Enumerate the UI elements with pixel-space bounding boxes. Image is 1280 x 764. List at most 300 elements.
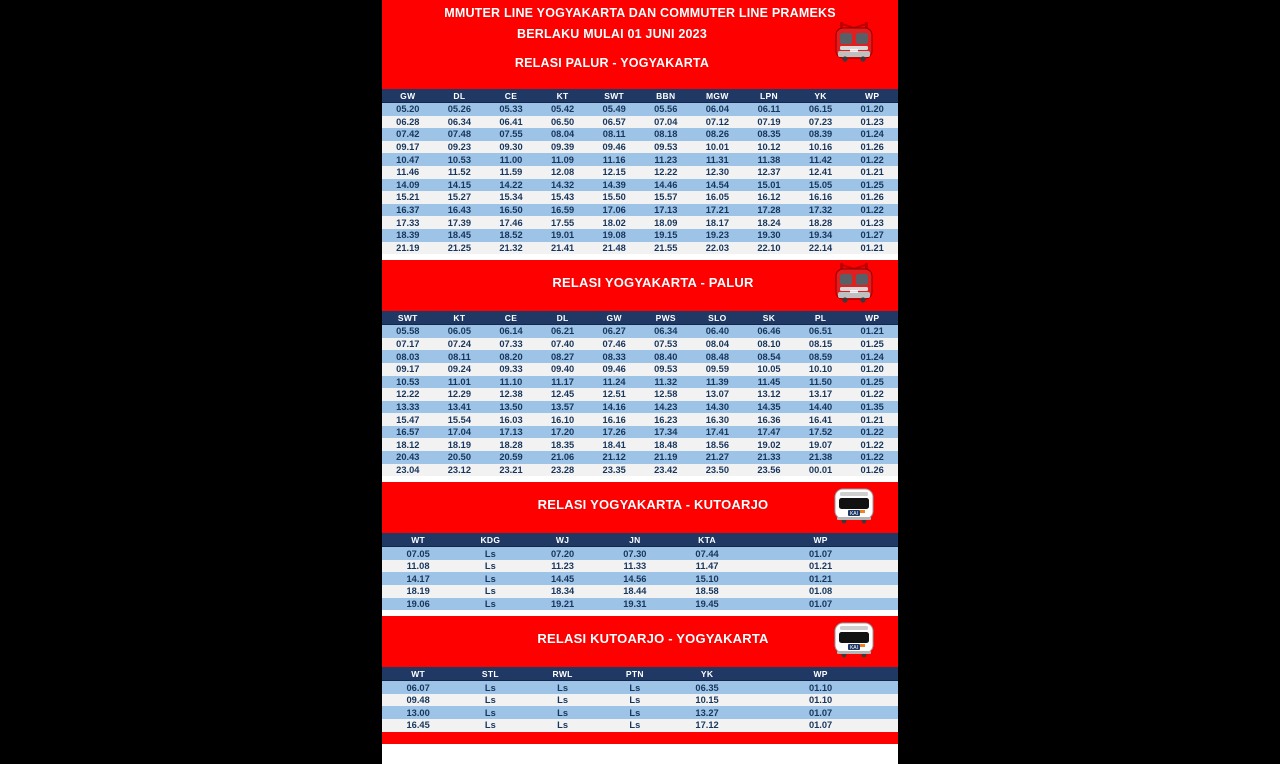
schedule-cell: 11.08 <box>382 560 454 573</box>
kai-train-white-icon <box>828 483 880 527</box>
table-row <box>382 401 898 414</box>
schedule-cell: 08.18 <box>640 128 692 141</box>
schedule-cell: 08.26 <box>692 128 744 141</box>
schedule-cell: 22.03 <box>692 242 744 255</box>
schedule-cell: 07.23 <box>795 116 847 129</box>
schedule-cell: 08.39 <box>795 128 847 141</box>
table-row <box>382 464 898 477</box>
schedule-cell: 16.10 <box>537 413 589 426</box>
schedule-cell: 13.41 <box>434 401 486 414</box>
schedule-cell: 08.04 <box>537 128 589 141</box>
schedule-cell: Ls <box>526 706 598 719</box>
header-title-line2: BERLAKU MULAI 01 JUNI 2023 <box>517 26 707 41</box>
table-row <box>382 191 898 204</box>
table-row <box>382 585 898 598</box>
column-header: PL <box>795 311 847 325</box>
schedule-cell: 13.17 <box>795 388 847 401</box>
column-header: DL <box>537 311 589 325</box>
schedule-cell: 11.32 <box>640 376 692 389</box>
schedule-cell: 14.17 <box>382 572 454 585</box>
table-row <box>382 166 898 179</box>
schedule-cell: 16.12 <box>743 191 795 204</box>
schedule-cell: 06.34 <box>640 325 692 338</box>
schedule-cell: 08.20 <box>485 350 537 363</box>
schedule-cell: 23.42 <box>640 464 692 477</box>
schedule-cell: 21.38 <box>795 451 847 464</box>
schedule-cell: 01.20 <box>846 363 898 376</box>
schedule-cell: 07.53 <box>640 338 692 351</box>
schedule-cell: 21.27 <box>692 451 744 464</box>
schedule-cell: 06.40 <box>692 325 744 338</box>
schedule-cell: Ls <box>454 560 526 573</box>
schedule-cell: 08.03 <box>382 350 434 363</box>
schedule-cell: 11.16 <box>588 153 640 166</box>
schedule-cell: 05.33 <box>485 103 537 116</box>
header-relation-title: RELASI PALUR - YOGYAKARTA <box>514 56 710 71</box>
schedule-cell: 12.22 <box>382 388 434 401</box>
schedule-cell: 11.42 <box>795 153 847 166</box>
column-header: YK <box>795 89 847 103</box>
schedule-cell: 17.06 <box>588 204 640 217</box>
column-header: KT <box>434 311 486 325</box>
table-row <box>382 242 898 255</box>
schedule-cell: 01.23 <box>846 116 898 129</box>
schedule-cell: 19.15 <box>640 229 692 242</box>
schedule-cell: 08.04 <box>692 338 744 351</box>
schedule-cell: 21.33 <box>743 451 795 464</box>
schedule-cell: 22.10 <box>743 242 795 255</box>
column-header: KDG <box>454 533 526 547</box>
schedule-cell: 06.15 <box>795 103 847 116</box>
schedule-cell: 11.31 <box>692 153 744 166</box>
schedule-cell: 18.24 <box>743 216 795 229</box>
schedule-cell: 08.59 <box>795 350 847 363</box>
schedule-cell: 01.25 <box>846 179 898 192</box>
section-banner-title: RELASI KUTOARJO - YOGYAKARTA <box>537 631 769 647</box>
column-header: WP <box>846 311 898 325</box>
schedule-cell: 08.35 <box>743 128 795 141</box>
schedule-cell: 06.27 <box>588 325 640 338</box>
schedule-table <box>382 667 898 731</box>
schedule-cell: 06.51 <box>795 325 847 338</box>
schedule-cell: 19.06 <box>382 598 454 611</box>
schedule-cell: 23.04 <box>382 464 434 477</box>
schedule-cell: 01.21 <box>846 325 898 338</box>
schedule-cell: 18.17 <box>692 216 744 229</box>
schedule-cell: 18.44 <box>599 585 671 598</box>
schedule-cell: 01.21 <box>846 413 898 426</box>
schedule-cell: Ls <box>454 694 526 707</box>
schedule-cell: 01.26 <box>846 191 898 204</box>
table-header-row <box>382 667 898 681</box>
schedule-cell: 08.33 <box>588 350 640 363</box>
schedule-cell: Ls <box>526 681 598 694</box>
schedule-cell: 18.41 <box>588 438 640 451</box>
schedule-cell: 11.33 <box>599 560 671 573</box>
schedule-cell: 14.35 <box>743 401 795 414</box>
schedule-cell: 11.09 <box>537 153 589 166</box>
schedule-cell: 08.10 <box>743 338 795 351</box>
schedule-cell: 15.10 <box>671 572 743 585</box>
table-row <box>382 128 898 141</box>
schedule-cell: 13.07 <box>692 388 744 401</box>
schedule-cell: 14.40 <box>795 401 847 414</box>
schedule-cell: 07.17 <box>382 338 434 351</box>
schedule-cell: 01.08 <box>743 585 898 598</box>
schedule-cell: 15.47 <box>382 413 434 426</box>
schedule-cell: 07.48 <box>434 128 486 141</box>
schedule-cell: 12.29 <box>434 388 486 401</box>
schedule-cell: 09.24 <box>434 363 486 376</box>
schedule-cell: 05.58 <box>382 325 434 338</box>
schedule-cell: 06.46 <box>743 325 795 338</box>
schedule-cell: 09.46 <box>588 363 640 376</box>
table-row <box>382 681 898 694</box>
table-row <box>382 438 898 451</box>
schedule-cell: 14.16 <box>588 401 640 414</box>
schedule-cell: 19.45 <box>671 598 743 611</box>
schedule-cell: 14.23 <box>640 401 692 414</box>
table-header-row <box>382 89 898 103</box>
schedule-cell: 21.48 <box>588 242 640 255</box>
schedule-cell: 17.12 <box>671 719 743 732</box>
schedule-cell: 18.12 <box>382 438 434 451</box>
schedule-cell: 19.21 <box>526 598 598 611</box>
schedule-cell: Ls <box>454 572 526 585</box>
schedule-cell: 17.52 <box>795 426 847 439</box>
schedule-cell: 10.05 <box>743 363 795 376</box>
schedule-cell: 09.39 <box>537 141 589 154</box>
schedule-cell: 06.50 <box>537 116 589 129</box>
schedule-cell: 10.16 <box>795 141 847 154</box>
column-header: KT <box>537 89 589 103</box>
schedule-cell: 06.34 <box>434 116 486 129</box>
schedule-cell: 21.19 <box>640 451 692 464</box>
schedule-cell: 10.01 <box>692 141 744 154</box>
schedule-cell: 11.00 <box>485 153 537 166</box>
schedule-cell: 07.12 <box>692 116 744 129</box>
schedule-cell: 17.13 <box>485 426 537 439</box>
schedule-cell: 01.23 <box>846 216 898 229</box>
column-header: YK <box>671 667 743 681</box>
schedule-cell: 07.30 <box>599 547 671 560</box>
schedule-cell: 15.57 <box>640 191 692 204</box>
schedule-cell: Ls <box>454 598 526 611</box>
schedule-cell: 09.46 <box>588 141 640 154</box>
table-row <box>382 388 898 401</box>
schedule-cell: 06.28 <box>382 116 434 129</box>
schedule-cell: 05.26 <box>434 103 486 116</box>
schedule-cell: 17.28 <box>743 204 795 217</box>
table-row <box>382 413 898 426</box>
schedule-cell: 10.12 <box>743 141 795 154</box>
schedule-cell: 01.22 <box>846 438 898 451</box>
schedule-cell: 01.07 <box>743 598 898 611</box>
schedule-cell: 23.28 <box>537 464 589 477</box>
schedule-cell: 01.22 <box>846 388 898 401</box>
schedule-table <box>382 89 898 254</box>
schedule-cell: 18.58 <box>671 585 743 598</box>
schedule-cell: 09.17 <box>382 141 434 154</box>
table-row <box>382 706 898 719</box>
table-row <box>382 350 898 363</box>
schedule-cell: 07.20 <box>526 547 598 560</box>
column-header: CE <box>485 311 537 325</box>
schedule-cell: 19.31 <box>599 598 671 611</box>
schedule-cell: 21.41 <box>537 242 589 255</box>
column-header: GW <box>588 311 640 325</box>
schedule-cell: 15.27 <box>434 191 486 204</box>
schedule-cell: 09.30 <box>485 141 537 154</box>
table-header-row <box>382 311 898 325</box>
schedule-cell: 01.25 <box>846 338 898 351</box>
table-row <box>382 694 898 707</box>
table-row <box>382 598 898 611</box>
schedule-cell: 20.43 <box>382 451 434 464</box>
schedule-cell: 14.46 <box>640 179 692 192</box>
schedule-cell: 09.33 <box>485 363 537 376</box>
schedule-cell: Ls <box>599 694 671 707</box>
column-header: DL <box>434 89 486 103</box>
schedule-cell: 16.30 <box>692 413 744 426</box>
schedule-cell: 12.38 <box>485 388 537 401</box>
table-header-row <box>382 533 898 547</box>
schedule-cell: 17.21 <box>692 204 744 217</box>
schedule-cell: 12.51 <box>588 388 640 401</box>
svg-text:KAI: KAI <box>849 645 859 652</box>
schedule-cell: 13.12 <box>743 388 795 401</box>
schedule-cell: 18.34 <box>526 585 598 598</box>
schedule-cell: 19.30 <box>743 229 795 242</box>
schedule-cell: 12.08 <box>537 166 589 179</box>
column-header: LPN <box>743 89 795 103</box>
schedule-cell: 05.49 <box>588 103 640 116</box>
schedule-cell: 16.36 <box>743 413 795 426</box>
schedule-cell: 13.27 <box>671 706 743 719</box>
table-row <box>382 116 898 129</box>
schedule-cell: 17.20 <box>537 426 589 439</box>
schedule-cell: 14.56 <box>599 572 671 585</box>
schedule-cell: 08.27 <box>537 350 589 363</box>
schedule-cell: 18.19 <box>382 585 454 598</box>
table-row <box>382 216 898 229</box>
schedule-cell: 22.14 <box>795 242 847 255</box>
column-header: GW <box>382 89 434 103</box>
schedule-cell: 16.37 <box>382 204 434 217</box>
schedule-cell: 08.48 <box>692 350 744 363</box>
schedule-cell: 08.11 <box>434 350 486 363</box>
schedule-cell: 01.10 <box>743 694 898 707</box>
schedule-cell: 10.15 <box>671 694 743 707</box>
schedule-cell: 18.39 <box>382 229 434 242</box>
schedule-cell: 16.16 <box>795 191 847 204</box>
schedule-cell: 18.28 <box>795 216 847 229</box>
schedule-cell: 18.52 <box>485 229 537 242</box>
schedule-cell: 23.21 <box>485 464 537 477</box>
schedule-cell: 07.04 <box>640 116 692 129</box>
schedule-cell: 14.15 <box>434 179 486 192</box>
schedule-cell: 16.50 <box>485 204 537 217</box>
schedule-cell: Ls <box>454 547 526 560</box>
schedule-section <box>382 84 898 260</box>
schedule-cell: 07.44 <box>671 547 743 560</box>
table-row <box>382 153 898 166</box>
schedule-cell: 12.41 <box>795 166 847 179</box>
schedule-panel <box>382 0 898 731</box>
schedule-cell: 16.43 <box>434 204 486 217</box>
schedule-cell: 15.05 <box>795 179 847 192</box>
schedule-cell: 06.11 <box>743 103 795 116</box>
schedule-cell: 17.55 <box>537 216 589 229</box>
schedule-cell: 01.21 <box>743 572 898 585</box>
schedule-cell: 12.37 <box>743 166 795 179</box>
schedule-cell: 13.57 <box>537 401 589 414</box>
schedule-cell: 10.53 <box>434 153 486 166</box>
schedule-cell: 23.12 <box>434 464 486 477</box>
schedule-cell: 18.56 <box>692 438 744 451</box>
schedule-cell: 01.24 <box>846 128 898 141</box>
schedule-table <box>382 311 898 476</box>
schedule-cell: 18.48 <box>640 438 692 451</box>
schedule-cell: Ls <box>599 706 671 719</box>
schedule-cell: Ls <box>454 719 526 732</box>
schedule-cell: 15.34 <box>485 191 537 204</box>
header-title-line1: MMUTER LINE YOGYAKARTA DAN COMMUTER LINE PRAMEKS <box>444 6 836 20</box>
schedule-cell: 19.01 <box>537 229 589 242</box>
schedule-cell: 21.25 <box>434 242 486 255</box>
table-row <box>382 103 898 116</box>
schedule-cell: 16.41 <box>795 413 847 426</box>
schedule-cell: 01.21 <box>846 166 898 179</box>
schedule-cell: 07.33 <box>485 338 537 351</box>
column-header: WP <box>743 533 898 547</box>
schedule-cell: 01.07 <box>743 547 898 560</box>
schedule-cell: 23.56 <box>743 464 795 477</box>
table-row <box>382 547 898 560</box>
table-row <box>382 363 898 376</box>
schedule-cell: 01.07 <box>743 719 898 732</box>
column-header: KTA <box>671 533 743 547</box>
schedule-cell: 01.20 <box>846 103 898 116</box>
schedule-sections <box>382 84 898 732</box>
table-row <box>382 376 898 389</box>
table-row <box>382 719 898 732</box>
schedule-cell: 11.24 <box>588 376 640 389</box>
schedule-cell: 10.53 <box>382 376 434 389</box>
schedule-cell: 17.41 <box>692 426 744 439</box>
section-banner-title: RELASI YOGYAKARTA - KUTOARJO <box>537 497 769 513</box>
schedule-section <box>382 260 898 482</box>
schedule-cell: Ls <box>454 681 526 694</box>
schedule-cell: 15.21 <box>382 191 434 204</box>
schedule-cell: 14.09 <box>382 179 434 192</box>
schedule-cell: 18.35 <box>537 438 589 451</box>
schedule-cell: 01.24 <box>846 350 898 363</box>
schedule-cell: 12.58 <box>640 388 692 401</box>
schedule-cell: 05.42 <box>537 103 589 116</box>
schedule-cell: 01.22 <box>846 451 898 464</box>
schedule-cell: 16.16 <box>588 413 640 426</box>
schedule-cell: 16.03 <box>485 413 537 426</box>
schedule-cell: 17.34 <box>640 426 692 439</box>
schedule-cell: 09.23 <box>434 141 486 154</box>
column-header: WJ <box>526 533 598 547</box>
schedule-cell: 06.14 <box>485 325 537 338</box>
schedule-cell: 17.32 <box>795 204 847 217</box>
schedule-cell: 06.57 <box>588 116 640 129</box>
table-row <box>382 229 898 242</box>
schedule-cell: 11.23 <box>526 560 598 573</box>
schedule-cell: 11.38 <box>743 153 795 166</box>
schedule-cell: 11.39 <box>692 376 744 389</box>
column-header: BBN <box>640 89 692 103</box>
schedule-cell: 01.22 <box>846 153 898 166</box>
schedule-cell: 12.45 <box>537 388 589 401</box>
schedule-cell: 06.05 <box>434 325 486 338</box>
schedule-cell: 15.01 <box>743 179 795 192</box>
schedule-cell: 09.17 <box>382 363 434 376</box>
schedule-cell: 07.24 <box>434 338 486 351</box>
column-header: WP <box>743 667 898 681</box>
schedule-cell: 21.06 <box>537 451 589 464</box>
table-row <box>382 560 898 573</box>
schedule-cell: 14.45 <box>526 572 598 585</box>
schedule-cell: 20.59 <box>485 451 537 464</box>
schedule-cell: 13.33 <box>382 401 434 414</box>
schedule-cell: 07.05 <box>382 547 454 560</box>
schedule-cell: 14.39 <box>588 179 640 192</box>
table-row <box>382 451 898 464</box>
schedule-cell: 20.50 <box>434 451 486 464</box>
column-header: SK <box>743 311 795 325</box>
main-header-banner <box>382 0 898 84</box>
schedule-cell: 01.26 <box>846 464 898 477</box>
schedule-cell: Ls <box>526 719 598 732</box>
column-header: PWS <box>640 311 692 325</box>
schedule-cell: 23.50 <box>692 464 744 477</box>
schedule-cell: 21.12 <box>588 451 640 464</box>
schedule-cell: 11.46 <box>382 166 434 179</box>
column-header: WT <box>382 533 454 547</box>
schedule-cell: 01.21 <box>743 560 898 573</box>
column-header: CE <box>485 89 537 103</box>
schedule-cell: 19.02 <box>743 438 795 451</box>
bottom-red-bar <box>382 732 898 744</box>
schedule-cell: 01.27 <box>846 229 898 242</box>
column-header: JN <box>599 533 671 547</box>
schedule-cell: 23.35 <box>588 464 640 477</box>
column-header: SWT <box>588 89 640 103</box>
schedule-cell: 11.52 <box>434 166 486 179</box>
schedule-cell: 16.05 <box>692 191 744 204</box>
schedule-cell: 09.53 <box>640 141 692 154</box>
schedule-cell: 09.53 <box>640 363 692 376</box>
schedule-cell: 21.19 <box>382 242 434 255</box>
schedule-cell: 08.40 <box>640 350 692 363</box>
schedule-cell: 09.40 <box>537 363 589 376</box>
schedule-cell: 14.32 <box>537 179 589 192</box>
schedule-cell: 21.55 <box>640 242 692 255</box>
table-row <box>382 141 898 154</box>
schedule-cell: Ls <box>526 694 598 707</box>
schedule-cell: Ls <box>599 681 671 694</box>
schedule-cell: 06.35 <box>671 681 743 694</box>
schedule-cell: 16.57 <box>382 426 434 439</box>
schedule-cell: 19.34 <box>795 229 847 242</box>
schedule-cell: 19.08 <box>588 229 640 242</box>
schedule-cell: 06.21 <box>537 325 589 338</box>
schedule-cell: 01.21 <box>846 242 898 255</box>
